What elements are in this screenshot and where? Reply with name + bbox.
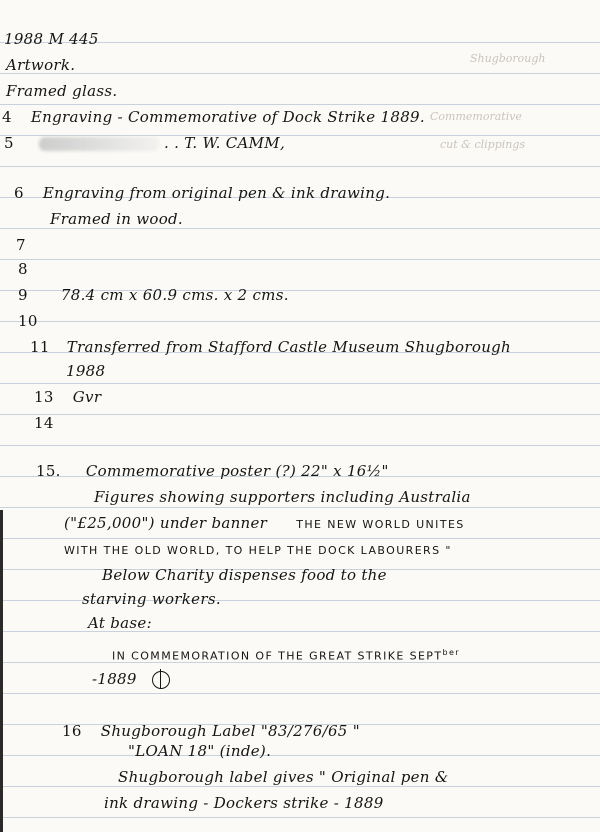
- entry-6-line2: Framed in wood.: [50, 210, 183, 228]
- object-type: Artwork.: [6, 56, 76, 74]
- inscription-text: IN COMMEMORATION OF THE GREAT STRIKE SEPT: [112, 649, 443, 663]
- entry-15-line4: WITH THE OLD WORLD, TO HELP THE DOCK LABOURERS ": [64, 544, 452, 557]
- entry-text: Transferred from Stafford Castle Museum Shugborough: [66, 338, 512, 356]
- framing-note: Framed glass.: [6, 82, 118, 100]
- entry-10: [18, 312, 38, 330]
- banner-text: THE NEW WORLD UNITES: [296, 518, 465, 531]
- entry-4: [2, 108, 425, 126]
- entry-number: 15.: [36, 462, 61, 480]
- entry-text: Shugborough Label "83/276/65 ": [100, 722, 360, 740]
- entry-text: . . T. W. CAMM,: [164, 134, 286, 152]
- inscription-year: -1889: [92, 670, 137, 688]
- entry-text: ("£25,000") under banner: [64, 514, 268, 532]
- bleed-through-text: Commemorative: [430, 110, 522, 123]
- entry-15-line5: Below Charity dispenses food to the: [102, 566, 387, 584]
- entry-14: [34, 414, 54, 432]
- entry-text: Gvr: [72, 388, 102, 406]
- entry-number: 9: [18, 286, 28, 304]
- bleed-through-text: Shugborough: [470, 52, 546, 65]
- entry-13: [34, 388, 101, 406]
- entry-16: [62, 722, 360, 740]
- entry-number: 6: [14, 184, 24, 202]
- entry-text: Commemorative poster (?) 22" x 16½": [85, 462, 389, 480]
- entry-9: [18, 286, 289, 304]
- accession-number: 1988 M 445: [4, 30, 99, 48]
- entry-6: [14, 184, 390, 202]
- entry-number: 10: [18, 312, 38, 330]
- monogram-icon: [152, 671, 170, 689]
- entry-7: [16, 236, 26, 254]
- entry-15-line9: [92, 670, 170, 689]
- entry-15-line7: At base:: [88, 614, 152, 632]
- entry-number: 8: [18, 260, 28, 278]
- page-edge-rule: [0, 510, 3, 832]
- entry-15-line3: [64, 514, 465, 532]
- entry-number: 14: [34, 414, 54, 432]
- entry-16-line2: "LOAN 18" (inde).: [128, 742, 272, 760]
- entry-15-line6: starving workers.: [82, 590, 221, 608]
- redacted-text: [39, 137, 159, 151]
- entry-number: 11: [30, 338, 50, 356]
- entry-number: 5: [4, 134, 14, 152]
- entry-number: 7: [16, 236, 26, 254]
- entry-number: 13: [34, 388, 54, 406]
- entry-15-line8: [112, 648, 460, 663]
- entry-15: [36, 462, 389, 480]
- entry-5: [4, 134, 285, 152]
- entry-text: 78.4 cm x 60.9 cms. x 2 cms.: [60, 286, 289, 304]
- entry-16-line3: Shugborough label gives " Original pen &: [118, 768, 449, 786]
- superscript: ber: [442, 648, 460, 657]
- entry-8: [18, 260, 28, 278]
- entry-15-line2: Figures showing supporters including Australia: [94, 488, 471, 506]
- entry-text: Engraving - Commemorative of Dock Strike 1889.: [30, 108, 425, 126]
- entry-number: 16: [62, 722, 82, 740]
- entry-16-line4: ink drawing - Dockers strike - 1889: [104, 794, 384, 812]
- entry-text: Engraving from original pen & ink drawing.: [42, 184, 391, 202]
- entry-11: [30, 338, 511, 356]
- entry-number: 4: [2, 108, 12, 126]
- entry-11-line2: 1988: [66, 362, 106, 380]
- bleed-through-text: cut & clippings: [440, 138, 526, 151]
